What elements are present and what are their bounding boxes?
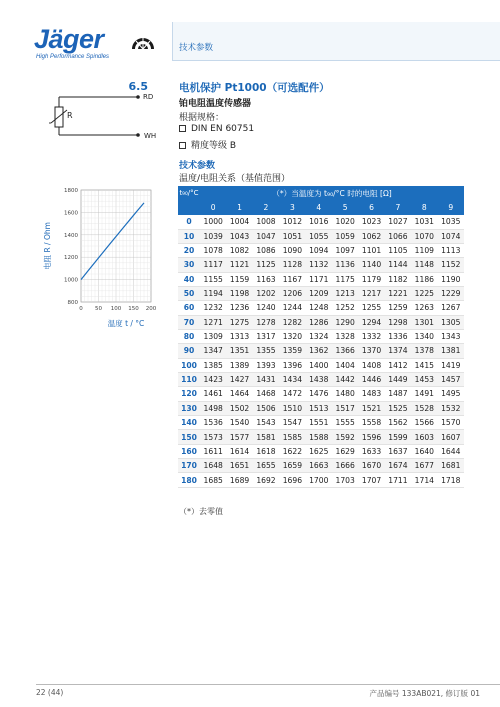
column-header: 2 xyxy=(253,200,279,214)
resistance-cell: 1502 xyxy=(226,401,252,415)
resistance-cell: 1517 xyxy=(332,401,358,415)
resistance-cell: 1655 xyxy=(253,459,279,473)
resistance-table xyxy=(178,186,464,488)
table-row xyxy=(178,229,464,243)
table-column-row xyxy=(178,200,464,214)
resistance-cell: 1286 xyxy=(306,315,332,329)
resistance-cell: 1408 xyxy=(358,358,384,372)
y-axis-label: 电阻 R / Ohm xyxy=(43,222,52,270)
resistance-cell: 1155 xyxy=(200,272,226,286)
resistance-cell: 1438 xyxy=(306,372,332,386)
resistance-cell: 1389 xyxy=(226,358,252,372)
resistance-cell: 1298 xyxy=(385,315,411,329)
page-number: 22 (44) xyxy=(36,688,64,697)
x-tick-label: 100 xyxy=(110,306,122,312)
resistance-cell: 1066 xyxy=(385,229,411,243)
resistance-cell: 1396 xyxy=(279,358,305,372)
resistance-cell: 1148 xyxy=(411,258,437,272)
temperature-cell: 140 xyxy=(178,416,200,430)
circuit-diagram xyxy=(40,88,157,144)
resistance-cell: 1198 xyxy=(226,286,252,300)
table-row xyxy=(178,329,464,343)
resistance-cell: 1622 xyxy=(279,444,305,458)
resistance-cell: 1718 xyxy=(438,473,464,487)
column-header-blank xyxy=(178,200,200,214)
resistor-circuit-icon xyxy=(40,88,150,140)
resistance-cell: 1525 xyxy=(385,401,411,415)
y-tick-label: 1200 xyxy=(64,255,78,262)
resistance-cell: 1051 xyxy=(279,229,305,243)
resistance-cell: 1666 xyxy=(332,459,358,473)
resistance-cell: 1404 xyxy=(332,358,358,372)
resistance-cell: 1592 xyxy=(332,430,358,444)
resistance-cell: 1446 xyxy=(358,372,384,386)
resistance-cell: 1159 xyxy=(226,272,252,286)
resistance-cell: 1101 xyxy=(358,243,384,257)
temperature-cell: 30 xyxy=(178,258,200,272)
resistance-temperature-chart xyxy=(36,180,166,332)
temperature-cell: 110 xyxy=(178,372,200,386)
table-row xyxy=(178,258,464,272)
resistance-cell: 1094 xyxy=(306,243,332,257)
resistance-cell: 1278 xyxy=(253,315,279,329)
resistance-cell: 1340 xyxy=(411,329,437,343)
temperature-cell: 150 xyxy=(178,430,200,444)
resistance-cell: 1328 xyxy=(332,329,358,343)
temperature-cell: 20 xyxy=(178,243,200,257)
resistance-cell: 1674 xyxy=(385,459,411,473)
resistance-cell: 1355 xyxy=(253,344,279,358)
resistance-cell: 1707 xyxy=(358,473,384,487)
table-row xyxy=(178,416,464,430)
x-tick-label: 0 xyxy=(79,306,83,312)
x-tick-label: 200 xyxy=(145,306,157,312)
resistance-cell: 1700 xyxy=(306,473,332,487)
resistance-cell: 1109 xyxy=(411,243,437,257)
resistance-cell: 1309 xyxy=(200,329,226,343)
column-header: 9 xyxy=(438,200,464,214)
resistance-cell: 1714 xyxy=(411,473,437,487)
resistance-cell: 1659 xyxy=(279,459,305,473)
resistance-cell: 1528 xyxy=(411,401,437,415)
resistance-cell: 1603 xyxy=(411,430,437,444)
temperature-cell: 40 xyxy=(178,272,200,286)
resistance-cell: 1275 xyxy=(226,315,252,329)
resistance-cell: 1171 xyxy=(306,272,332,286)
resistance-cell: 1573 xyxy=(200,430,226,444)
resistance-cell: 1267 xyxy=(438,301,464,315)
column-header: 3 xyxy=(279,200,305,214)
resistance-cell: 1206 xyxy=(279,286,305,300)
resistance-cell: 1232 xyxy=(200,301,226,315)
resistance-cell: 1637 xyxy=(385,444,411,458)
resistance-cell: 1427 xyxy=(226,372,252,386)
resistance-cell: 1221 xyxy=(385,286,411,300)
wh-label: WH xyxy=(144,132,157,140)
column-header: 4 xyxy=(306,200,332,214)
x-tick-label: 50 xyxy=(95,306,102,312)
resistance-cell: 1614 xyxy=(226,444,252,458)
resistance-cell: 1336 xyxy=(385,329,411,343)
resistance-cell: 1685 xyxy=(200,473,226,487)
bullet-text: 精度等级 B xyxy=(191,141,237,151)
resistance-cell: 1271 xyxy=(200,315,226,329)
spindle-logo-icon xyxy=(130,31,156,51)
spec-basis-label: 根据规格： xyxy=(179,113,225,123)
resistance-cell: 1596 xyxy=(358,430,384,444)
resistance-cell: 1461 xyxy=(200,387,226,401)
resistance-cell: 1457 xyxy=(438,372,464,386)
resistance-cell: 1692 xyxy=(253,473,279,487)
resistance-cell: 1190 xyxy=(438,272,464,286)
logo-wordmark: Jäger xyxy=(34,24,104,54)
y-tick-label: 1000 xyxy=(64,277,78,284)
resistance-cell: 1400 xyxy=(306,358,332,372)
resistance-cell: 1374 xyxy=(385,344,411,358)
resistance-cell: 1244 xyxy=(279,301,305,315)
column-header: 7 xyxy=(385,200,411,214)
footer-divider xyxy=(36,684,500,685)
resistance-cell: 1393 xyxy=(253,358,279,372)
temperature-cell: 60 xyxy=(178,301,200,315)
resistance-cell: 1097 xyxy=(332,243,358,257)
resistance-cell: 1468 xyxy=(253,387,279,401)
resistance-cell: 1464 xyxy=(226,387,252,401)
resistance-cell: 1317 xyxy=(253,329,279,343)
temperature-cell: 180 xyxy=(178,473,200,487)
column-header: 8 xyxy=(411,200,437,214)
table-row xyxy=(178,315,464,329)
resistance-cell: 1117 xyxy=(200,258,226,272)
checkbox-square-icon xyxy=(179,142,186,149)
temperature-cell: 0 xyxy=(178,215,200,229)
resistance-cell: 1074 xyxy=(438,229,464,243)
resistance-cell: 1588 xyxy=(306,430,332,444)
resistance-cell: 1132 xyxy=(306,258,332,272)
table-row xyxy=(178,272,464,286)
resistance-cell: 1434 xyxy=(279,372,305,386)
temperature-cell: 10 xyxy=(178,229,200,243)
resistance-cell: 1086 xyxy=(253,243,279,257)
resistance-cell: 1585 xyxy=(279,430,305,444)
resistance-cell: 1581 xyxy=(253,430,279,444)
resistance-cell: 1082 xyxy=(226,243,252,257)
resistance-cell: 1213 xyxy=(332,286,358,300)
resistance-cell: 1423 xyxy=(200,372,226,386)
header-band xyxy=(172,22,500,60)
temperature-cell: 50 xyxy=(178,286,200,300)
resistance-cell: 1677 xyxy=(411,459,437,473)
resistance-cell: 1570 xyxy=(438,416,464,430)
table-row xyxy=(178,301,464,315)
resistance-cell: 1047 xyxy=(253,229,279,243)
y-tick-label: 1400 xyxy=(64,232,78,239)
section-title: 电机保护 Pt1000（可选配件） xyxy=(179,82,330,94)
resistance-cell: 1255 xyxy=(358,301,384,315)
resistance-cell: 1431 xyxy=(253,372,279,386)
temperature-cell: 160 xyxy=(178,444,200,458)
resistance-cell: 1248 xyxy=(306,301,332,315)
resistance-cell: 1472 xyxy=(279,387,305,401)
table-header-row xyxy=(178,186,464,200)
resistance-cell: 1000 xyxy=(200,215,226,229)
bullet-item xyxy=(179,124,254,134)
table-row xyxy=(178,430,464,444)
resistance-cell: 1419 xyxy=(438,358,464,372)
resistance-cell: 1543 xyxy=(253,416,279,430)
resistance-cell: 1633 xyxy=(358,444,384,458)
resistance-cell: 1332 xyxy=(358,329,384,343)
resistance-cell: 1476 xyxy=(306,387,332,401)
resistance-cell: 1378 xyxy=(411,344,437,358)
resistance-cell: 1343 xyxy=(438,329,464,343)
resistance-cell: 1202 xyxy=(253,286,279,300)
resistance-cell: 1209 xyxy=(306,286,332,300)
temperature-cell: 70 xyxy=(178,315,200,329)
resistance-cell: 1359 xyxy=(279,344,305,358)
resistance-cell: 1689 xyxy=(226,473,252,487)
header-title: 技术参数 xyxy=(179,43,214,53)
resistance-cell: 1551 xyxy=(306,416,332,430)
resistance-cell: 1059 xyxy=(332,229,358,243)
checkbox-square-icon xyxy=(179,125,186,132)
resistance-cell: 1347 xyxy=(200,344,226,358)
resistance-cell: 1510 xyxy=(279,401,305,415)
resistance-cell: 1320 xyxy=(279,329,305,343)
bullet-text: DIN EN 60751 xyxy=(191,124,255,134)
resistance-cell: 1547 xyxy=(279,416,305,430)
resistance-cell: 1629 xyxy=(332,444,358,458)
resistance-cell: 1152 xyxy=(438,258,464,272)
resistance-cell: 1039 xyxy=(200,229,226,243)
resistance-cell: 1366 xyxy=(332,344,358,358)
resistance-cell: 1618 xyxy=(253,444,279,458)
resistance-cell: 1566 xyxy=(411,416,437,430)
resistance-cell: 1225 xyxy=(411,286,437,300)
resistance-cell: 1023 xyxy=(358,215,384,229)
resistance-cell: 1648 xyxy=(200,459,226,473)
resistance-cell: 1090 xyxy=(279,243,305,257)
resistance-cell: 1324 xyxy=(306,329,332,343)
resistance-cell: 1259 xyxy=(385,301,411,315)
resistance-cell: 1532 xyxy=(438,401,464,415)
resistance-cell: 1415 xyxy=(411,358,437,372)
header-divider xyxy=(172,60,500,61)
resistance-cell: 1453 xyxy=(411,372,437,386)
resistance-cell: 1020 xyxy=(332,215,358,229)
table-row xyxy=(178,444,464,458)
table-row xyxy=(178,401,464,415)
resistance-cell: 1480 xyxy=(332,387,358,401)
resistance-cell: 1035 xyxy=(438,215,464,229)
table-row xyxy=(178,387,464,401)
resistance-cell: 1194 xyxy=(200,286,226,300)
resistance-cell: 1562 xyxy=(385,416,411,430)
resistance-cell: 1078 xyxy=(200,243,226,257)
resistance-cell: 1442 xyxy=(332,372,358,386)
resistance-cell: 1611 xyxy=(200,444,226,458)
product-revision: 产品编号 133AB021, 修订版 01 xyxy=(369,689,480,698)
resistance-cell: 1640 xyxy=(411,444,437,458)
resistance-cell: 1301 xyxy=(411,315,437,329)
section-subtitle: 铂电阻温度传感器 xyxy=(179,99,252,109)
resistance-cell: 1625 xyxy=(306,444,332,458)
resistance-cell: 1351 xyxy=(226,344,252,358)
resistance-cell: 1513 xyxy=(306,401,332,415)
resistance-cell: 1175 xyxy=(332,272,358,286)
resistance-cell: 1607 xyxy=(438,430,464,444)
resistance-cell: 1651 xyxy=(226,459,252,473)
resistance-cell: 1004 xyxy=(226,215,252,229)
resistance-cell: 1136 xyxy=(332,258,358,272)
resistance-cell: 1008 xyxy=(253,215,279,229)
y-tick-label: 1800 xyxy=(64,188,78,194)
resistance-cell: 1121 xyxy=(226,258,252,272)
resistance-cell: 1577 xyxy=(226,430,252,444)
resistance-cell: 1540 xyxy=(226,416,252,430)
resistance-cell: 1263 xyxy=(411,301,437,315)
resistance-cell: 1012 xyxy=(279,215,305,229)
resistance-cell: 1305 xyxy=(438,315,464,329)
resistance-cell: 1711 xyxy=(385,473,411,487)
temperature-cell: 100 xyxy=(178,358,200,372)
resistance-cell: 1663 xyxy=(306,459,332,473)
resistance-cell: 1229 xyxy=(438,286,464,300)
resistance-cell: 1670 xyxy=(358,459,384,473)
tech-subtitle: 温度/电阻关系（基值范围） xyxy=(179,174,291,184)
resistance-cell: 1495 xyxy=(438,387,464,401)
resistance-cell: 1506 xyxy=(253,401,279,415)
resistance-cell: 1521 xyxy=(358,401,384,415)
resistance-cell: 1483 xyxy=(358,387,384,401)
resistance-cell: 1140 xyxy=(358,258,384,272)
y-tick-label: 800 xyxy=(67,300,78,306)
resistance-cell: 1498 xyxy=(200,401,226,415)
column-header: 6 xyxy=(358,200,384,214)
resistance-cell: 1070 xyxy=(411,229,437,243)
table-row xyxy=(178,372,464,386)
temperature-cell: 90 xyxy=(178,344,200,358)
resistance-cell: 1217 xyxy=(358,286,384,300)
resistance-cell: 1016 xyxy=(306,215,332,229)
resistance-cell: 1240 xyxy=(253,301,279,315)
table-row xyxy=(178,358,464,372)
resistance-cell: 1144 xyxy=(385,258,411,272)
rd-label: RD xyxy=(143,93,154,101)
column-header: 0 xyxy=(200,200,226,214)
resistance-cell: 1412 xyxy=(385,358,411,372)
resistance-cell: 1252 xyxy=(332,301,358,315)
resistance-cell: 1599 xyxy=(385,430,411,444)
resistance-cell: 1370 xyxy=(358,344,384,358)
resistance-cell: 1703 xyxy=(332,473,358,487)
resistance-cell: 1385 xyxy=(200,358,226,372)
table-row xyxy=(178,286,464,300)
resistance-cell: 1236 xyxy=(226,301,252,315)
resistance-cell: 1043 xyxy=(226,229,252,243)
jager-logo xyxy=(34,24,134,60)
table-row xyxy=(178,459,464,473)
resistance-cell: 1644 xyxy=(438,444,464,458)
resistance-cell: 1186 xyxy=(411,272,437,286)
resistor-label: R xyxy=(67,111,73,120)
corner-header: t₉₀/°C xyxy=(178,186,200,200)
resistance-cell: 1113 xyxy=(438,243,464,257)
column-header: 1 xyxy=(226,200,252,214)
resistance-cell: 1449 xyxy=(385,372,411,386)
resistance-cell: 1182 xyxy=(385,272,411,286)
resistance-cell: 1027 xyxy=(385,215,411,229)
temperature-cell: 170 xyxy=(178,459,200,473)
bullet-item xyxy=(179,138,236,151)
resistance-cell: 1681 xyxy=(438,459,464,473)
x-axis-label: 温度 t / °C xyxy=(107,319,145,328)
resistance-cell: 1536 xyxy=(200,416,226,430)
x-tick-label: 150 xyxy=(128,306,139,312)
table-row xyxy=(178,473,464,487)
resistance-cell: 1290 xyxy=(332,315,358,329)
temperature-cell: 120 xyxy=(178,387,200,401)
table-row xyxy=(178,215,464,229)
temperature-cell: 130 xyxy=(178,401,200,415)
resistance-cell: 1105 xyxy=(385,243,411,257)
resistance-cell: 1128 xyxy=(279,258,305,272)
resistance-cell: 1282 xyxy=(279,315,305,329)
resistance-cell: 1031 xyxy=(411,215,437,229)
resistance-cell: 1167 xyxy=(279,272,305,286)
resistance-cell: 1179 xyxy=(358,272,384,286)
resistance-cell: 1313 xyxy=(226,329,252,343)
column-header: 5 xyxy=(332,200,358,214)
resistance-cell: 1487 xyxy=(385,387,411,401)
resistance-cell: 1555 xyxy=(332,416,358,430)
tech-title: 技术参数 xyxy=(179,161,216,171)
resistance-cell: 1696 xyxy=(279,473,305,487)
footnote: （*）去零值 xyxy=(179,507,223,516)
table-row xyxy=(178,243,464,257)
resistance-cell: 1055 xyxy=(306,229,332,243)
resistance-cell: 1362 xyxy=(306,344,332,358)
resistance-cell: 1062 xyxy=(358,229,384,243)
section-number: 6.5 xyxy=(128,80,148,93)
resistance-cell: 1125 xyxy=(253,258,279,272)
temperature-cell: 80 xyxy=(178,329,200,343)
resistance-cell: 1381 xyxy=(438,344,464,358)
resistance-cell: 1163 xyxy=(253,272,279,286)
resistance-cell: 1558 xyxy=(358,416,384,430)
resistance-cell: 1294 xyxy=(358,315,384,329)
table-main-header: （*）当温度为 t₉₀/°C 时的电阻 [Ω] xyxy=(200,186,464,200)
logo-tagline: High Performance Spindles xyxy=(36,54,110,60)
y-tick-label: 1600 xyxy=(64,210,78,217)
resistance-cell: 1491 xyxy=(411,387,437,401)
table-row xyxy=(178,344,464,358)
